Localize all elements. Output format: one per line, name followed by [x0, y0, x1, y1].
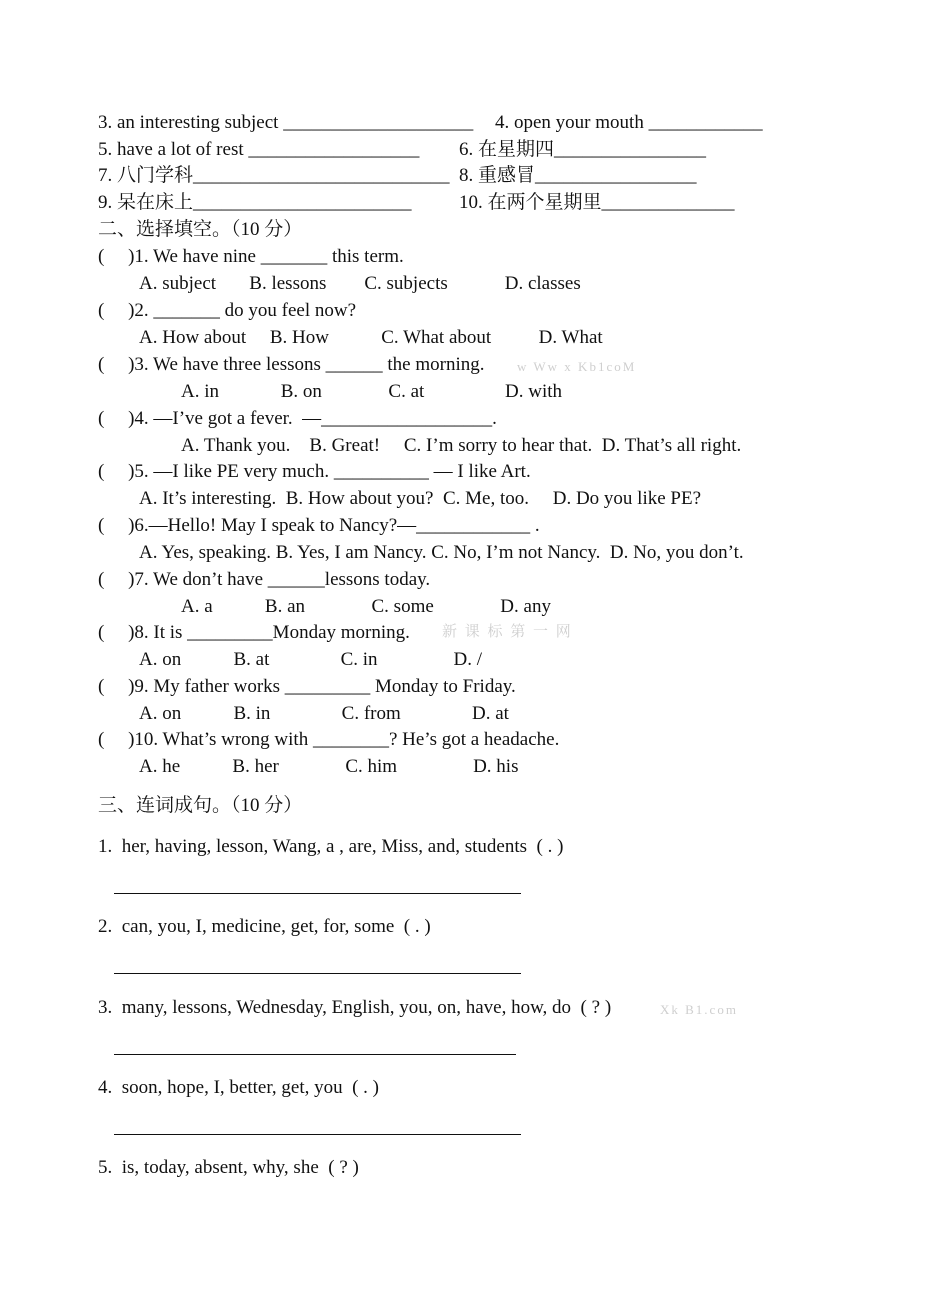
answer-paren: ( [98, 461, 105, 482]
question-options: A. subject B. lessons C. subjects D. classes [139, 273, 581, 294]
question-stem [98, 462, 531, 481]
question-options: A. a B. an C. some D. any [181, 596, 551, 617]
question-text: )5. —I like PE very much. __________ — I like Art. [128, 461, 531, 482]
answer-paren: ( [98, 729, 105, 750]
answer-paren: ( [98, 622, 105, 643]
scrambled-sentence: 3. many, lessons, Wednesday, English, you, on, have, how, do ( ? ) [98, 997, 612, 1018]
vocab-item: 9. 呆在床上_______________________ [98, 192, 412, 213]
answer-paren: ( [98, 246, 105, 267]
scrambled-sentence: 1. her, having, lesson, Wang, a , are, Miss, and, students ( . ) [98, 836, 564, 857]
question-stem [98, 570, 430, 589]
vocab-item: 6. 在星期四________________ [459, 139, 707, 160]
answer-line[interactable] [114, 893, 521, 894]
vocab-item: 7. 八门学科___________________________ [98, 165, 450, 186]
question-stem [98, 247, 404, 266]
answer-line[interactable] [114, 1134, 521, 1135]
answer-line[interactable] [114, 1054, 516, 1055]
section-heading: 三、连词成句。（10 分） [98, 795, 303, 816]
question-stem [98, 730, 559, 749]
vocab-item: 8. 重感冒_________________ [459, 165, 697, 186]
question-text: )1. We have nine _______ this term. [128, 246, 404, 267]
answer-paren: ( [98, 569, 105, 590]
answer-line[interactable] [114, 973, 521, 974]
vocab-item: 5. have a lot of rest __________________ [98, 139, 420, 160]
question-stem [98, 301, 356, 320]
question-stem [98, 409, 497, 428]
section-heading: 二、选择填空。（10 分） [98, 219, 303, 240]
scrambled-sentence: 2. can, you, I, medicine, get, for, some ( . ) [98, 916, 431, 937]
question-options: A. It’s interesting. B. How about you? C. Me, too. D. Do you like PE? [139, 488, 702, 509]
question-text: )8. It is _________Monday morning. [128, 622, 410, 643]
question-text: )6.—Hello! May I speak to Nancy?—____________ . [128, 515, 540, 536]
question-text: )7. We don’t have ______lessons today. [128, 569, 431, 590]
vocab-item: 4. open your mouth ____________ [495, 112, 763, 133]
question-options: A. he B. her C. him D. his [139, 756, 519, 777]
question-stem [98, 623, 410, 642]
watermark: w Ww x Kb1coM [517, 359, 637, 374]
watermark: Xk B1.com [660, 1002, 738, 1017]
question-options: A. on B. in C. from D. at [139, 703, 509, 724]
question-stem [98, 677, 516, 696]
scrambled-sentence: 5. is, today, absent, why, she ( ? ) [98, 1157, 359, 1178]
question-stem [98, 516, 540, 535]
watermark: 新 课 标 第 一 网 [442, 624, 573, 640]
scrambled-sentence: 4. soon, hope, I, better, get, you ( . ) [98, 1077, 380, 1098]
question-text: )2. _______ do you feel now? [128, 300, 357, 321]
question-options: A. How about B. How C. What about D. What [139, 327, 603, 348]
vocab-item: 3. an interesting subject ____________________ [98, 112, 474, 133]
question-stem [98, 355, 485, 374]
answer-paren: ( [98, 300, 105, 321]
answer-paren: ( [98, 354, 105, 375]
answer-paren: ( [98, 408, 105, 429]
answer-paren: ( [98, 515, 105, 536]
question-text: )9. My father works _________ Monday to Friday. [128, 676, 516, 697]
question-options: A. Yes, speaking. B. Yes, I am Nancy. C. No, I’m not Nancy. D. No, you don’t. [139, 542, 744, 563]
vocab-item: 10. 在两个星期里______________ [459, 192, 735, 213]
question-options: A. in B. on C. at D. with [181, 381, 563, 402]
question-options: A. on B. at C. in D. / [139, 649, 483, 670]
question-options: A. Thank you. B. Great! C. I’m sorry to hear that. D. That’s all right. [181, 435, 742, 456]
answer-paren: ( [98, 676, 105, 697]
question-text: )10. What’s wrong with ________? He’s got a headache. [128, 729, 560, 750]
question-text: )3. We have three lessons ______ the morning. [128, 354, 485, 375]
question-text: )4. —I’ve got a fever. —__________________. [128, 408, 497, 429]
